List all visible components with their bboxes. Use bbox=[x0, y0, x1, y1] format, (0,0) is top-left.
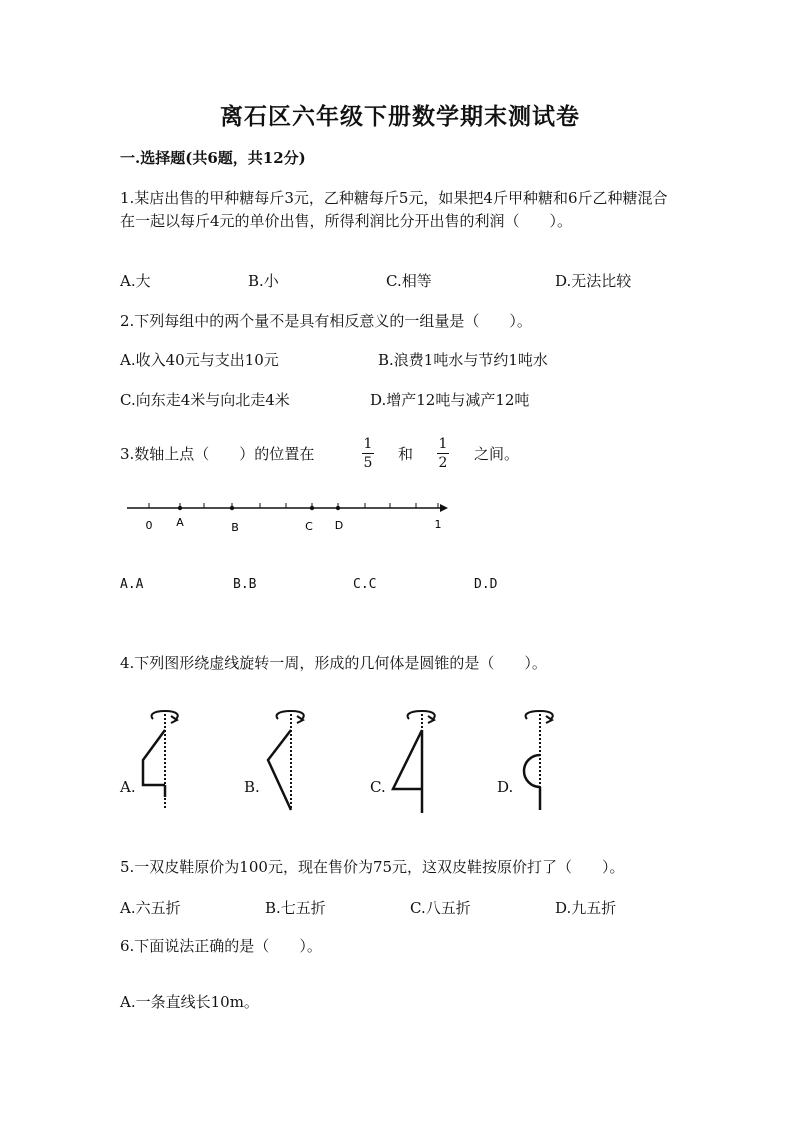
label-b: B bbox=[231, 521, 239, 534]
point-d-marker bbox=[336, 506, 340, 510]
number-line-figure bbox=[120, 498, 460, 540]
question-5-text: 5.一双皮鞋原价为100元，现在售价为75元，这双皮鞋按原价打了（ ）。 bbox=[120, 858, 625, 876]
q4-figure-c-label[interactable]: C. bbox=[370, 778, 386, 796]
point-a-marker bbox=[178, 506, 182, 510]
q4-figure-d-label[interactable]: D. bbox=[497, 778, 514, 796]
shape-outline bbox=[143, 730, 165, 785]
fraction-numerator: 1 bbox=[438, 436, 448, 452]
label-d: D bbox=[334, 519, 344, 532]
question-6-text: 6.下面说法正确的是（ ）。 bbox=[120, 937, 322, 955]
q2-option-c[interactable]: C.向东走4米与向北走4米 bbox=[120, 391, 290, 409]
question-1-text: 1.某店出售的甲种糖每斤3元，乙种糖每斤5元，如果把4斤甲种糖和6斤乙种糖混合在一起以每斤4元的单价出售，所得利润比分开出售的利润（ ）。 bbox=[120, 189, 668, 230]
rotation-arrowhead bbox=[428, 716, 434, 723]
q1-option-c[interactable]: C.相等 bbox=[386, 272, 432, 290]
label-zero: 0 bbox=[145, 519, 153, 532]
q5-option-a[interactable]: A.六五折 bbox=[120, 899, 181, 917]
section-heading: 一.选择题(共6题，共12分) bbox=[120, 149, 306, 167]
question-3-text: 3.数轴上点（ ）的位置在 bbox=[120, 445, 315, 463]
fraction-numerator: 1 bbox=[363, 436, 373, 452]
q1-option-a[interactable]: A.大 bbox=[120, 272, 151, 290]
number-line-arrow bbox=[440, 504, 448, 512]
shape-outline bbox=[393, 730, 422, 789]
q5-option-b[interactable]: B.七五折 bbox=[265, 899, 326, 917]
label-c: C bbox=[305, 520, 313, 533]
q2-option-a[interactable]: A.收入40元与支出10元 bbox=[120, 351, 279, 369]
q6-option-a[interactable]: A.一条直线长10m。 bbox=[120, 993, 259, 1011]
point-b-marker bbox=[230, 506, 234, 510]
rotation-arrowhead bbox=[297, 716, 303, 723]
fraction-bar bbox=[437, 453, 449, 454]
q4-figure-c[interactable] bbox=[385, 705, 440, 815]
q4-figure-a[interactable] bbox=[135, 705, 185, 815]
q1-option-b[interactable]: B.小 bbox=[248, 272, 279, 290]
q4-figure-b-label[interactable]: B. bbox=[244, 778, 260, 796]
question-2-text: 2.下列每组中的两个量不是具有相反意义的一组量是（ ）。 bbox=[120, 312, 532, 330]
page-title: 离石区六年级下册数学期末测试卷 bbox=[220, 103, 580, 130]
rotation-arrowhead bbox=[171, 716, 177, 723]
q4-figure-b[interactable] bbox=[258, 705, 308, 815]
q3-option-a[interactable]: A.A bbox=[120, 577, 144, 592]
question-4-text: 4.下列图形绕虚线旋转一周，形成的几何体是圆锥的是（ ）。 bbox=[120, 654, 547, 672]
fraction-denominator: 5 bbox=[363, 455, 373, 471]
label-a: A bbox=[176, 516, 184, 529]
q3-option-d[interactable]: D.D bbox=[474, 577, 498, 592]
question-3-after: 之间。 bbox=[474, 445, 520, 463]
shape-outline bbox=[268, 730, 291, 810]
number-line-ticks bbox=[149, 503, 438, 508]
q2-option-d[interactable]: D.增产12吨与减产12吨 bbox=[370, 391, 530, 409]
label-one: 1 bbox=[434, 518, 442, 531]
shape-outline bbox=[524, 755, 540, 787]
q4-figure-a-label[interactable]: A. bbox=[120, 778, 136, 796]
fraction-denominator: 2 bbox=[438, 455, 448, 471]
question-3-and: 和 bbox=[398, 445, 414, 463]
q1-option-d[interactable]: D.无法比较 bbox=[555, 272, 632, 290]
q4-figure-d[interactable] bbox=[512, 705, 562, 815]
q5-option-c[interactable]: C.八五折 bbox=[410, 899, 471, 917]
q3-option-b[interactable]: B.B bbox=[233, 577, 257, 592]
q5-option-d[interactable]: D.九五折 bbox=[555, 899, 617, 917]
q3-option-c[interactable]: C.C bbox=[353, 577, 377, 592]
fraction-bar bbox=[362, 453, 374, 454]
fraction-one-fifth bbox=[362, 436, 374, 471]
point-c-marker bbox=[310, 506, 314, 510]
fraction-one-half bbox=[437, 436, 449, 471]
rotation-arrowhead bbox=[546, 716, 552, 723]
q2-option-b[interactable]: B.浪费1吨水与节约1吨水 bbox=[378, 351, 548, 369]
